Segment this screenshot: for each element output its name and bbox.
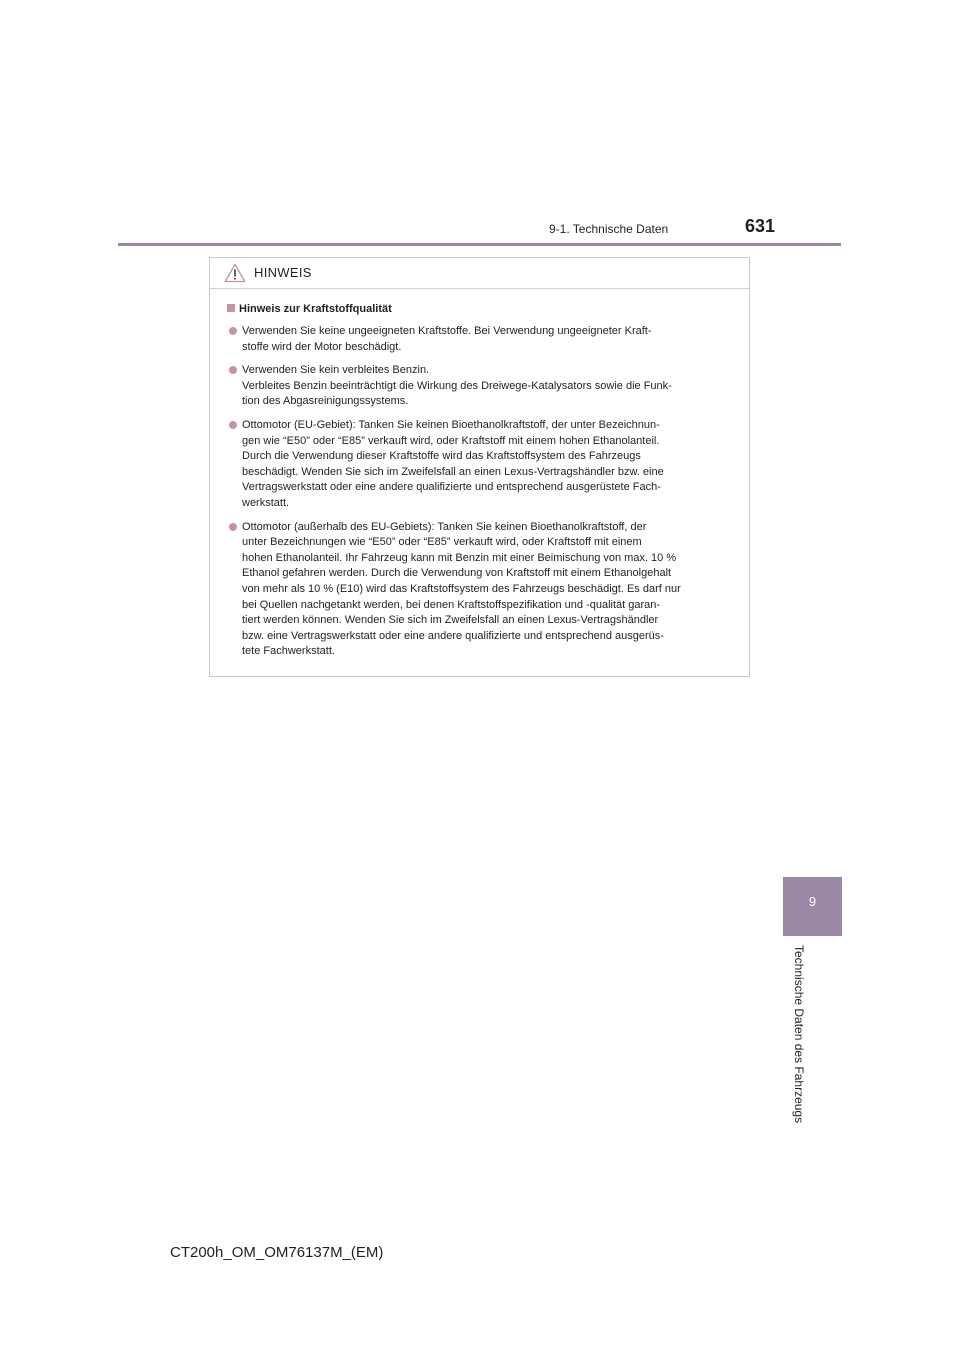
text-line: Verwenden Sie kein verbleites Benzin. (242, 364, 430, 377)
text-line: gen wie “E50” oder “E85” verkauft wird, oder Kraftstoff mit einem hohen Ethanolanteil. (242, 434, 660, 447)
text-line: werkstatt. (242, 496, 290, 509)
list-item-text (242, 324, 743, 355)
text-line: tion des Abgasreinigungssystems. (242, 395, 409, 408)
text-line: stoffe wird der Motor beschädigt. (242, 340, 402, 353)
chapter-tab (783, 877, 842, 936)
notice-section-title (227, 303, 392, 315)
list-item (227, 418, 743, 512)
round-bullet-icon (229, 366, 237, 374)
warning-triangle-icon (224, 263, 246, 283)
list-item (227, 324, 743, 355)
notice-header (210, 258, 749, 289)
list-item (227, 363, 743, 410)
text-line: bei Quellen nachgetankt werden, bei denen Kraftstoffspezifikation und -qualität garan- (242, 598, 661, 611)
square-bullet-icon (227, 304, 235, 312)
round-bullet-icon (229, 327, 237, 335)
header-divider (118, 243, 841, 246)
text-line: Verwenden Sie keine ungeeigneten Kraftstoffe. Bei Verwendung ungeeigneter Kraft- (242, 325, 652, 337)
chapter-number: 9 (808, 894, 817, 909)
list-item-text (242, 520, 743, 660)
text-line: hohen Ethanolanteil. Ihr Fahrzeug kann mit Benzin mit einer Beimischung von max. 10 % (242, 551, 677, 564)
notice-box (209, 257, 750, 677)
list-item-text (242, 363, 743, 410)
list-item-text (242, 418, 743, 512)
text-line: Durch die Verwendung dieser Kraftstoffe wird das Kraftstoffsystem des Fahrzeugs (242, 450, 641, 463)
text-line: Ethanol gefahren werden. Durch die Verwendung von Kraftstoff mit einem Ethanolgehalt (242, 567, 672, 580)
document-code: CT200h_OM_OM76137M_(EM) (170, 1244, 384, 1261)
text-line: Ottomotor (EU-Gebiet): Tanken Sie keinen Bioethanolkraftstoff, der unter Bezeichnun- (242, 418, 660, 431)
text-line: Ottomotor (außerhalb des EU-Gebiets): Tanken Sie keinen Bioethanolkraftstoff, der (242, 520, 647, 533)
text-line: tete Fachwerkstatt. (242, 645, 335, 658)
chapter-title: Technische Daten des Fahrzeugs (792, 945, 806, 1124)
round-bullet-icon (229, 523, 237, 531)
text-line: Vertragswerkstatt oder eine andere qualifizierte und entsprechend ausgerüstete Fach- (242, 481, 661, 494)
text-line: beschädigt. Wenden Sie sich im Zweifelsfall an einen Lexus-Vertragshändler bzw. eine (242, 465, 664, 478)
text-line: von mehr als 10 % (E10) wird das Kraftstoffsystem des Fahrzeugs beschädigt. Es darf nur (242, 582, 681, 595)
text-line: tiert werden können. Wenden Sie sich im Zweifelsfall an einen Lexus-Vertragshändler (242, 614, 659, 627)
notice-title: HINWEIS (254, 265, 312, 280)
round-bullet-icon (229, 421, 237, 429)
text-line: Verbleites Benzin beeinträchtigt die Wirkung des Dreiwege-Katalysators sowie die Funk- (242, 379, 672, 392)
notice-section-title-text: Hinweis zur Kraftstoffqualität (239, 303, 392, 315)
notice-item-list (227, 324, 743, 668)
text-line: unter Bezeichnungen wie “E50” oder “E85” verkauft wird, oder Kraftstoff mit einem (242, 536, 642, 549)
text-line: bzw. eine Vertragswerkstatt oder eine andere qualifizierte und entsprechend ausgerüs- (242, 629, 664, 642)
header-section-title: 9-1. Technische Daten (549, 222, 669, 236)
page-number: 631 (745, 216, 776, 236)
list-item (227, 520, 743, 660)
